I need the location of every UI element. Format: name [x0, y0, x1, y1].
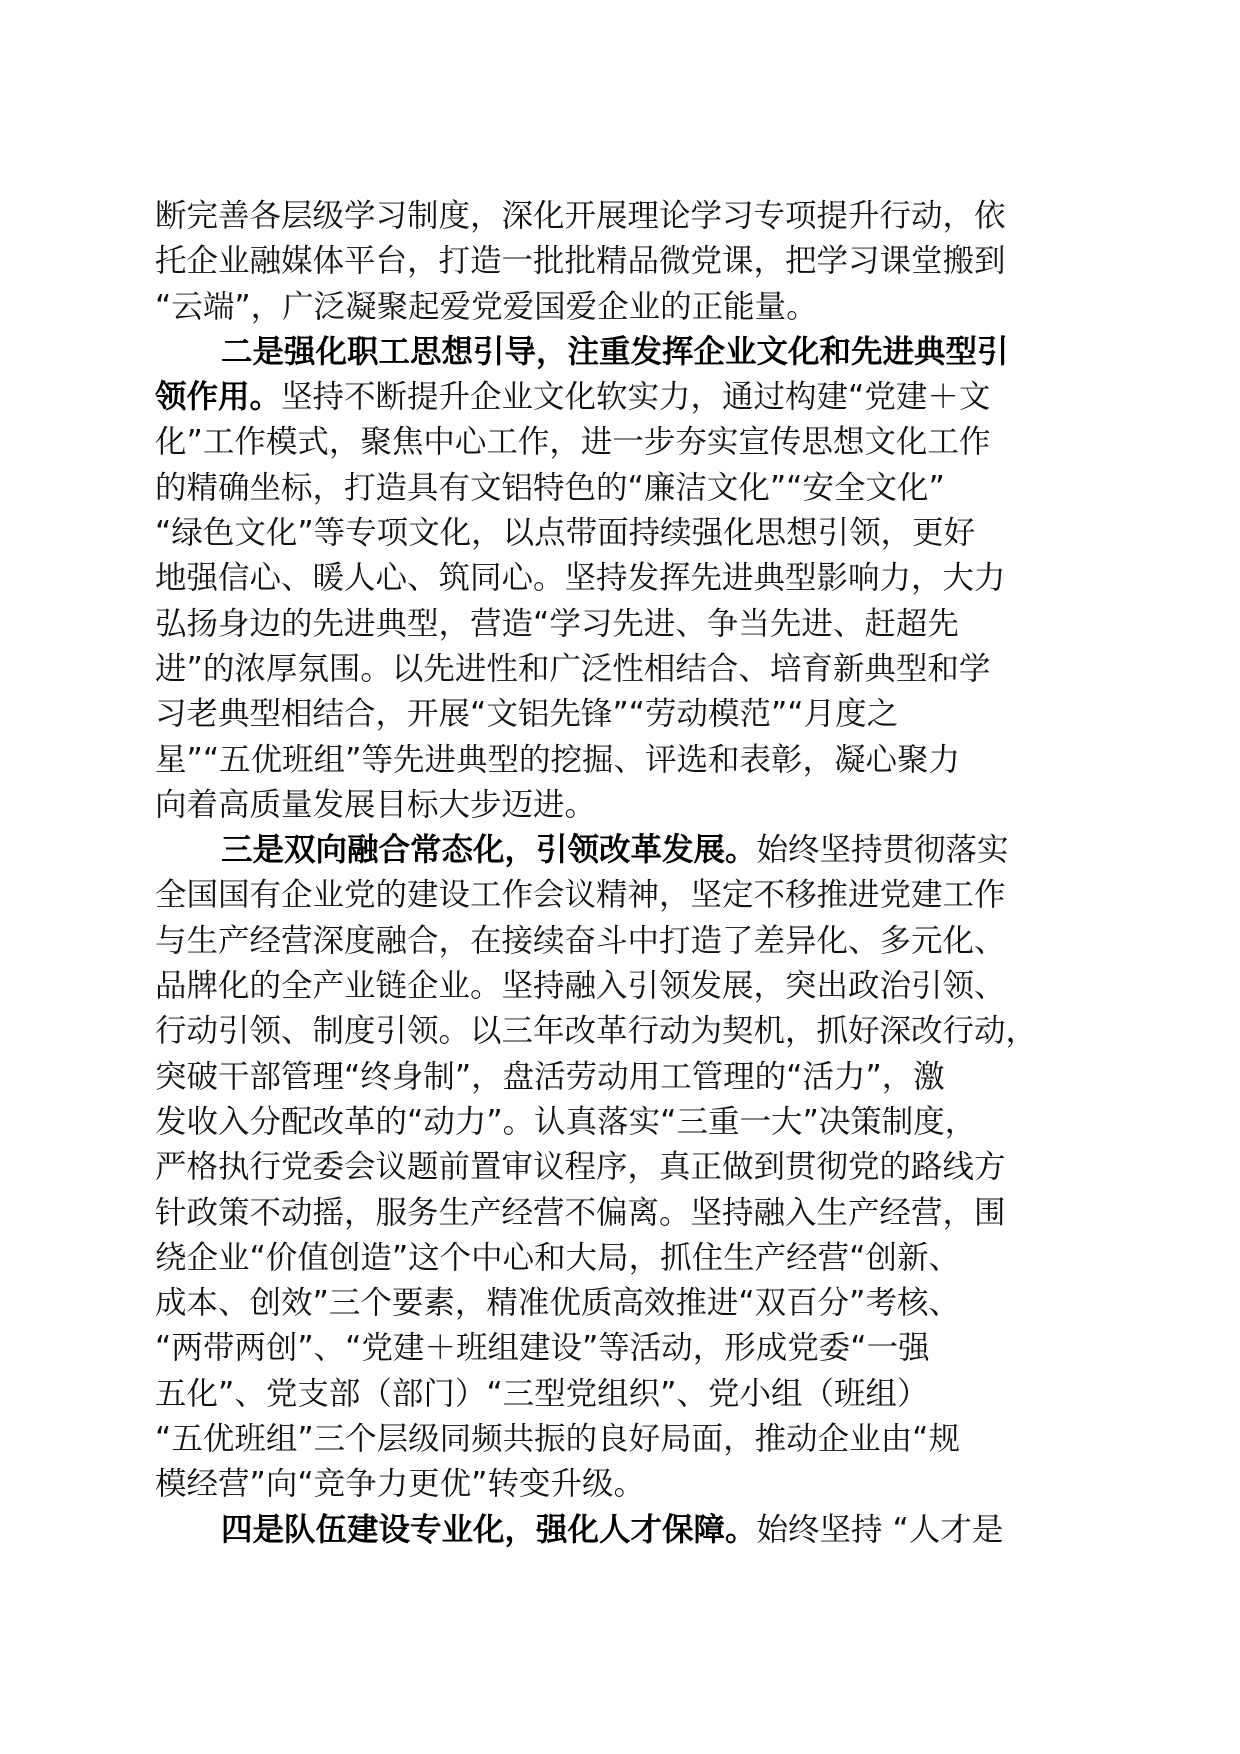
body-text-segment: 突破干部管理“终身制”，盘活劳动用工管理的“活力”，激	[155, 1058, 945, 1095]
body-text-segment: 星”“五优班组”等先进典型的挖掘、评选和表彰，凝心聚力	[155, 741, 960, 778]
text-line	[155, 556, 1085, 601]
text-line	[155, 1191, 1085, 1236]
body-text-segment: 断完善各层级学习制度，深化开展理论学习专项提升行动，依	[155, 198, 1006, 234]
text-line	[155, 1009, 1085, 1054]
text-line	[155, 1462, 1085, 1507]
text-line	[155, 873, 1085, 918]
text-line	[155, 1417, 1085, 1462]
body-text-segment: “两带两创”、“党建＋班组建设”等活动，形成党委“一强	[155, 1330, 930, 1367]
text-line	[155, 330, 1085, 375]
body-text-segment: 绕企业“价值创造”这个中心和大局，抓住生产经营“创新、	[155, 1239, 960, 1276]
text-line	[155, 1100, 1085, 1145]
body-text-segment: 严格执行党委会议题前置审议程序，真正做到贯彻党的路线方	[155, 1149, 1006, 1186]
paragraph-p1	[155, 194, 1085, 330]
body-text-segment: “绿色文化”等专项文化，以点带面持续强化思想引领，更好	[155, 515, 976, 552]
body-text-segment: 发收入分配改革的“动力”。认真落实“三重一大”决策制度，	[155, 1103, 977, 1140]
bold-heading-text: 二是强化职工思想引导，注重发挥企业文化和先进典型引	[221, 333, 1009, 370]
bold-heading-text: 三是双向融合常态化，引领改革发展。	[221, 832, 757, 869]
body-text-segment: “五优班组”三个层级同频共振的良好局面，推动企业由“规	[155, 1421, 960, 1458]
body-text-segment: 成本、创效”三个要素，精准优质高效推进“双百分”考核、	[155, 1285, 960, 1322]
text-line	[155, 1236, 1085, 1281]
text-line	[155, 1055, 1085, 1100]
paragraph-p2	[155, 330, 1085, 828]
text-line	[155, 1145, 1085, 1190]
body-text-segment: 坚持不断提升企业文化软实力，通过构建“党建＋文	[281, 379, 991, 416]
text-line	[155, 964, 1085, 1009]
text-line	[155, 466, 1085, 511]
body-text-segment: 始终坚持 “人才是	[756, 1511, 1004, 1548]
body-text-segment: 化”工作模式，聚焦中心工作，进一步夯实宣传思想文化工作	[155, 424, 991, 461]
body-text-segment: 习老典型相结合，开展“文铝先锋”“劳动模范”“月度之	[155, 696, 899, 733]
text-line	[155, 828, 1085, 873]
text-line	[155, 738, 1085, 783]
paragraph-p3	[155, 828, 1085, 1507]
text-line	[155, 919, 1085, 964]
body-text-segment: 针政策不动摇，服务生产经营不偏离。坚持融入生产经营，围	[155, 1194, 1006, 1231]
body-text-segment: 的精确坐标，打造具有文铝特色的“廉洁文化”“安全文化”	[155, 469, 945, 506]
text-line	[155, 285, 1085, 330]
body-text-segment: 地强信心、暖人心、筑同心。坚持发挥先进典型影响力，大力	[155, 560, 1006, 597]
text-line	[155, 692, 1085, 737]
body-text-segment: 模经营”向“竞争力更优”转变升级。	[155, 1466, 645, 1503]
body-text-segment: 品牌化的全产业链企业。坚持融入引领发展，突出政治引领、	[155, 968, 1006, 1005]
paragraph-p4	[155, 1508, 1085, 1553]
body-text-segment: 行动引领、制度引领。以三年改革行动为契机，抓好深改行动，	[155, 1013, 1038, 1050]
body-text-segment: 向着高质量发展目标大步迈进。	[155, 786, 597, 823]
text-line	[155, 1326, 1085, 1371]
text-line	[155, 602, 1085, 647]
body-text	[155, 194, 1085, 1553]
body-text-segment: “云端”，广泛凝聚起爱党爱国爱企业的正能量。	[155, 288, 818, 325]
text-line	[155, 511, 1085, 556]
text-line	[155, 783, 1085, 828]
body-text-segment: 五化”、党支部（部门）“三型党组织”、党小组（班组）	[155, 1375, 929, 1412]
body-text-segment: 弘扬身边的先进典型，营造“学习先进、争当先进、赶超先	[155, 605, 959, 642]
bold-heading-text: 四是队伍建设专业化，强化人才保障。	[221, 1511, 757, 1548]
body-text-segment: 与生产经营深度融合，在接续奋斗中打造了差异化、多元化、	[155, 922, 1006, 959]
text-line	[155, 647, 1085, 692]
body-text-segment: 托企业融媒体平台，打造一批批精品微党课，把学习课堂搬到	[155, 243, 1006, 280]
text-line	[155, 420, 1085, 465]
text-line	[155, 1281, 1085, 1326]
text-line	[155, 1372, 1085, 1417]
text-line	[155, 375, 1085, 420]
text-line	[155, 194, 1085, 239]
bold-heading-text: 领作用。	[155, 379, 282, 416]
text-line	[155, 239, 1085, 284]
text-line	[155, 1508, 1085, 1553]
body-text-segment: 进”的浓厚氛围。以先进性和广泛性相结合、培育新典型和学	[155, 650, 991, 687]
body-text-segment: 全国国有企业党的建设工作会议精神，坚定不移推进党建工作	[155, 877, 1006, 914]
body-text-segment: 始终坚持贯彻落实	[756, 832, 1009, 869]
